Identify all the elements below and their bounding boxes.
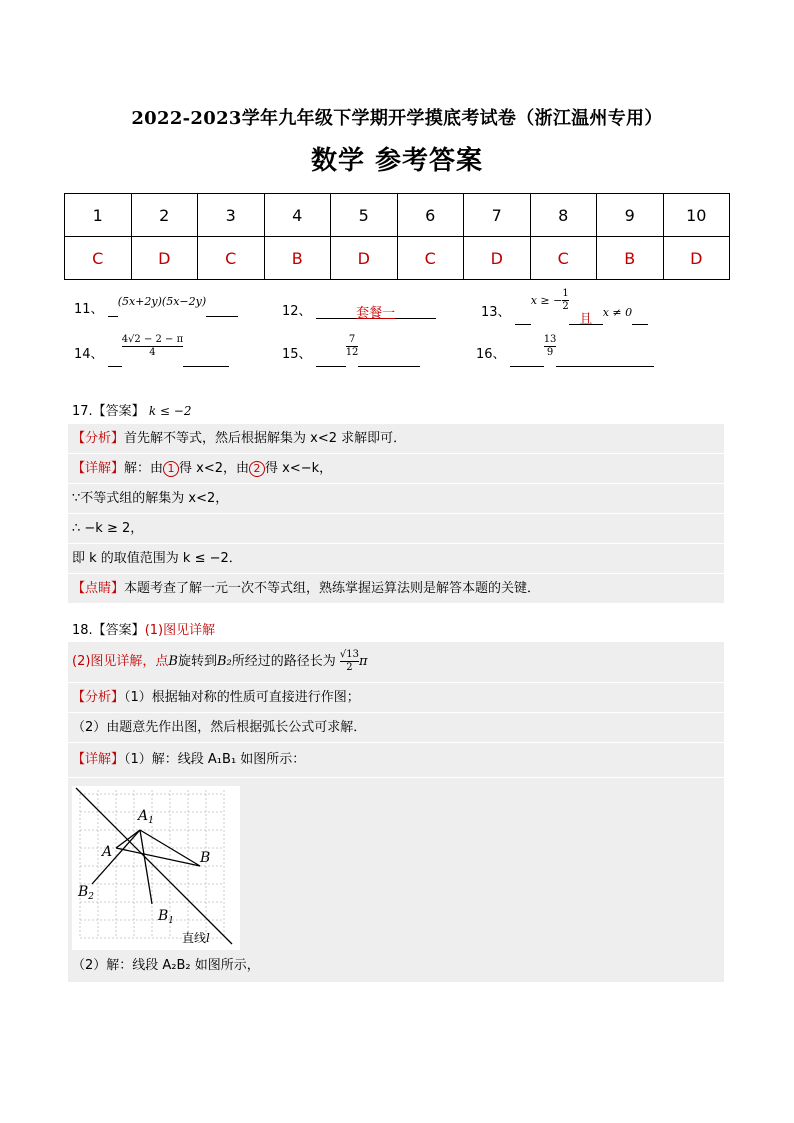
q17-line3: ∴ −k ≥ 2，: [68, 514, 724, 544]
q18-analysis-2: （2）由题意先作出图，然后根据弧长公式可求解．: [68, 713, 724, 743]
question-number: 1: [65, 194, 132, 237]
label-a1: $A_1$: [138, 808, 154, 826]
exam-title: 2022-2023学年九年级下学期开学摸底考试卷（浙江温州专用）: [131, 108, 663, 129]
analysis-tag: 【分析】: [72, 431, 125, 446]
question-number: 7: [464, 194, 531, 237]
analysis-tag: 【分析】: [72, 690, 125, 705]
circled-two: 2: [249, 461, 265, 477]
label-b1: $B_1$: [158, 908, 175, 926]
question-number: 4: [264, 194, 331, 237]
answer-letter: B: [264, 237, 331, 280]
q18-label: 18.【答案】: [72, 623, 145, 638]
detail-text: 解：由: [124, 461, 164, 476]
answer-letter: C: [65, 237, 132, 280]
question-number: 2: [131, 194, 198, 237]
q18-answer-line: [72, 619, 215, 638]
q13-condition: x ≠ 0: [602, 306, 633, 319]
question-number: 5: [331, 194, 398, 237]
detail-tag: 【详解】: [72, 752, 125, 767]
answer-text: 旋转到: [177, 654, 217, 669]
answer-letter: D: [331, 237, 398, 280]
answer-text: 所经过的路径长为: [231, 654, 336, 669]
answer-letter: C: [530, 237, 597, 280]
detail-tag: 【详解】: [72, 461, 125, 476]
question-number-row: [65, 194, 730, 237]
detail-text: （1）解：线段 A₁B₁ 如图所示：: [124, 752, 306, 767]
circled-one: 1: [163, 461, 179, 477]
q18-answer-2: [68, 642, 724, 683]
q17-analysis: [68, 424, 724, 454]
q12-answer: 套餐一: [356, 306, 396, 321]
answer-letter: C: [397, 237, 464, 280]
point-b: B: [168, 654, 178, 669]
question-number: 15、: [282, 347, 312, 362]
question-number: 11、: [74, 302, 104, 317]
fill-answer-16: [476, 334, 654, 367]
q13-frac-den: 2: [562, 301, 569, 312]
page-subtitle: 数学 参考答案: [310, 146, 484, 176]
answer-letter: D: [464, 237, 531, 280]
q17-label: 17.【答案】: [72, 404, 145, 419]
q13-inequality: x ≥ −: [530, 294, 563, 307]
q13-frac-num: 1: [562, 288, 569, 299]
question-number: 9: [597, 194, 664, 237]
q17-answer-line: [72, 400, 191, 419]
point-b2: B₂: [217, 654, 232, 669]
frac-num: √13: [339, 649, 360, 660]
fill-answer-15: [282, 334, 420, 367]
answer-letter: D: [663, 237, 730, 280]
q15-frac-num: 7: [348, 334, 356, 345]
q18-figure-area: [68, 778, 724, 950]
question-number: 3: [198, 194, 265, 237]
q13-and: 且: [579, 312, 593, 327]
q17-solution-block: [68, 424, 724, 604]
fill-answer-12: [282, 300, 436, 319]
answer-table: [64, 193, 730, 280]
pi-symbol: π: [359, 654, 368, 669]
answer-letter: C: [198, 237, 265, 280]
comment-tag: 【点睛】: [72, 581, 125, 596]
q17-line2: ∵不等式组的解集为 x<2，: [68, 484, 724, 514]
comment-text: 本题考查了解一元一次不等式组，熟练掌握运算法则是解答本题的关键．: [124, 581, 541, 596]
q18-detail-1: [68, 743, 724, 778]
fill-answer-13: [481, 288, 648, 327]
question-number: 13、: [481, 305, 511, 320]
detail-text: 得 x<−k，: [265, 461, 333, 476]
answer-letter: B: [597, 237, 664, 280]
analysis-text: 首先解不等式，然后根据解集为 x<2 求解即可．: [124, 431, 407, 446]
answer-letter-row: [65, 237, 730, 280]
analysis-text: （1）根据轴对称的性质可直接进行作图；: [124, 690, 360, 705]
question-number: 6: [397, 194, 464, 237]
q15-frac-den: 12: [345, 347, 359, 358]
question-number: 14、: [74, 347, 104, 362]
q18-solution-block: [68, 642, 724, 983]
q18-answer-1: (1)图见详解: [144, 623, 216, 638]
question-number: 8: [530, 194, 597, 237]
question-number: 12、: [282, 304, 312, 319]
q17-line4: 即 k 的取值范围为 k ≤ −2．: [68, 544, 724, 574]
frac-den: 2: [346, 662, 353, 673]
answer-letter: D: [131, 237, 198, 280]
q17-comment: [68, 574, 724, 604]
label-line-l: 直线l: [182, 931, 210, 945]
q11-answer: (5x+2y)(5x−2y): [117, 295, 207, 308]
geometry-figure: [72, 786, 240, 950]
q14-frac-den: 4: [149, 347, 156, 358]
q18-detail-2: （2）解：线段 A₂B₂ 如图所示，: [68, 950, 724, 983]
q17-detail: [68, 454, 724, 484]
question-number: 10: [663, 194, 730, 237]
q18-analysis-1: [68, 683, 724, 713]
q16-frac-num: 13: [543, 334, 557, 345]
answer-text: (2)图见详解，点: [72, 654, 169, 669]
detail-text: 得 x<2，由: [179, 461, 250, 476]
fill-answer-11: [74, 295, 238, 317]
label-b: B: [200, 850, 211, 866]
label-b2: $B_2$: [78, 884, 95, 902]
q14-frac-num: 4√2 − 2 − π: [121, 334, 184, 345]
question-number: 16、: [476, 347, 506, 362]
label-a: A: [102, 844, 113, 860]
q17-answer: k ≤ −2: [148, 404, 192, 418]
q16-frac-den: 9: [546, 347, 554, 358]
